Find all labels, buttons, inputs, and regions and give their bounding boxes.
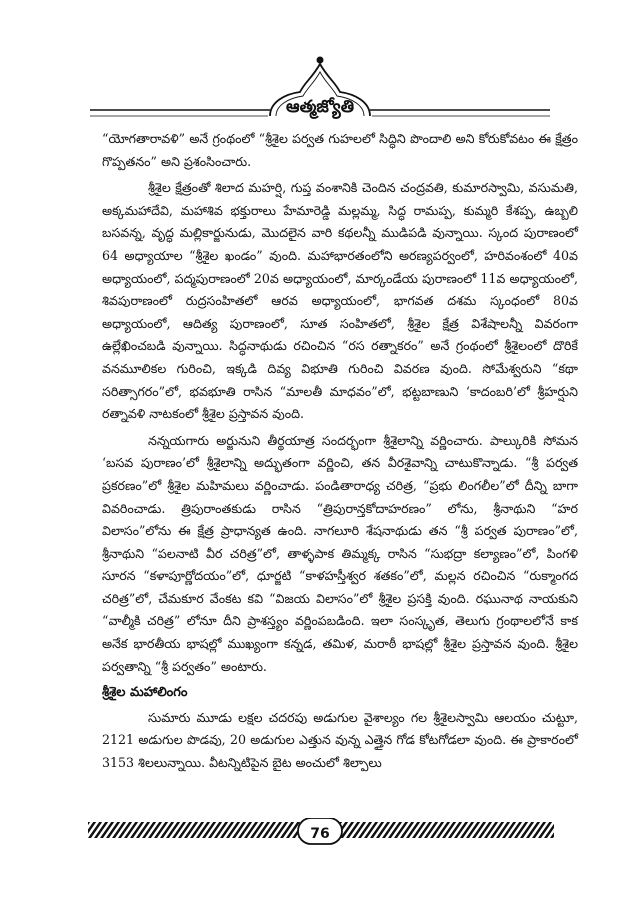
page-footer [0,818,640,858]
page-header [0,42,640,132]
page-body [102,128,578,775]
section-heading: శ్రీశైల మహాలింగం [102,685,188,701]
paragraph-2: శ్రీశైల క్షేత్రంతో శిలాద మహర్షి, గుప్త వంశానికి చెందిన చంద్రవతి, కుమారస్వామి, వసుమతి, అక్కమహాదేవి, మహాశివ భక్తురాలు హేమారెడ్డి మల్లమ్మ, సిద్ధ రామప్ప, కుమ్మరి కేశప్ప, ఉబ్బలి బసవన్న, వృద్ధ మల్లికార్జునుడు, మొదలైన వారి కథలన్నీ ముడిపడి వున్నాయి. స్కంద పురాణంలో 64 అధ్యాయాల “శ్రీశైల ఖండం” వుంది. మహాభారతంలోని అరణ్యపర్వంలో, హరివంశంలో 40వ అధ్యాయంలో, పద్మపురాణంలో 20వ అధ్యాయంలో, మార్కండేయ పురాణంలో 11వ అధ్యాయంలో, శివపురాణంలో రుద్రసంహితలో ఆరవ అధ్యాయంలో, భాగవత దశమ స్కంధంలో 80వ అధ్యాయంలో, ఆదిత్య పురాణంలో, సూత సంహితలో, శ్రీశైల క్షేత్ర విశేషాలన్నీ వివరంగా ఉల్లేఖించబడి వున్నాయి. సిద్ధనాథుడు రచించిన “రస రత్నాకరం” అనే గ్రంథంలో శ్రీశైలంలో దొరికే వనమూలికల గురించి, ఇక్కడి దివ్య విభూతి గురించి వివరణ వుంది. సోమేశ్వరుని “కథా సరిత్సాగరం”లో, భవభూతి రాసిన “మాలతీ మాధవం”లో, భట్టబాణుని ‘కాదంబరి’లో శ్రీహర్షుని రత్నావళి నాటకంలో శ్రీశైల ప్రస్తావన వుంది. [102,180,578,422]
page-number: 76 [310,826,330,842]
header-title: ఆత్మజ్యోతి [286,97,354,117]
paragraph-1: “యోగతారావళి” అనే గ్రంథంలో “శ్రీశైల పర్వత గుహలలో సిద్ధిని పొందాలి అని కోరుకోవటం ఈ క్షేత్రం గొప్పతనం” అని ప్రశంసించారు. [102,131,578,169]
paragraph-3: నన్నయగారు అర్జునుని తీర్థయాత్ర సందర్భంగా శ్రీశైలాన్ని వర్ణించారు. పాల్కురికి సోమన ‘బసవ పురాణం’లో శ్రీశైలాన్ని అద్భుతంగా వర్ణించి, తన వీరశైవాన్ని చాటుకొన్నాడు. “శ్రీ పర్వత ప్రకరణం”లో శ్రీశైల మహిమలు వర్ణించాడు. పండితారాధ్య చరిత్ర, “ప్రభు లింగలీల”లో దీన్ని బాగా వివరించాడు. త్రిపురాంతకుడు రాసిన “త్రిపురాన్తకోదాహరణం” లోను, శ్రీనాథుని “హర విలాసం”లోను ఈ క్షేత్ర ప్రాధాన్యత ఉంది. నాగలూరి శేషనాథుడు తన “శ్రీ పర్వత పురాణం”లో, శ్రీనాథుని “పలనాటి వీర చరిత్ర”లో, తాళ్ళపాక తిమ్మక్క రాసిన “సుభద్రా కల్యాణం”లో, పింగళి సూరన “కళాపూర్ణోదయం”లో, ధూర్జటి “కాళహస్తీశ్వర శతకం”లో, మల్లన రచించిన “రుక్మాంగద చరిత్ర”లో, చేమకూర వేంకట కవి “విజయ విలాసం”లో శ్రీశైల ప్రసక్తి వుంది. రఘునాథ నాయకుని “వాల్మీకి చరిత్ర” లోనూ దీని ప్రాశస్త్యం వర్ణింపబడింది. ఇలా సంస్కృత, తెలుగు గ్రంథాలలోనే కాక అనేక భారతీయ భాషల్లో ముఖ్యంగా కన్నడ, తమిళ, మరాఠీ భాషల్లో శ్రీశైల ప్రస్తావన వుంది. శ్రీశైల పర్వతాన్ని “శ్రీ పర్వతం” అంటారు. [102,432,578,674]
section-paragraph: సుమారు మూడు లక్షల చదరపు అడుగుల వైశాల్యం గల శ్రీశైలస్వామి ఆలయం చుట్టూ, 2121 అడుగుల పొడవు, 20 అడుగుల ఎత్తున వున్న ఎత్తైన గోడ కోటగోడలా వుంది. ఈ ప్రాకారంలో 3153 శిలలున్నాయి. వీటన్నిటిపైన బైట అంచులో శిల్పాలు [102,709,578,771]
